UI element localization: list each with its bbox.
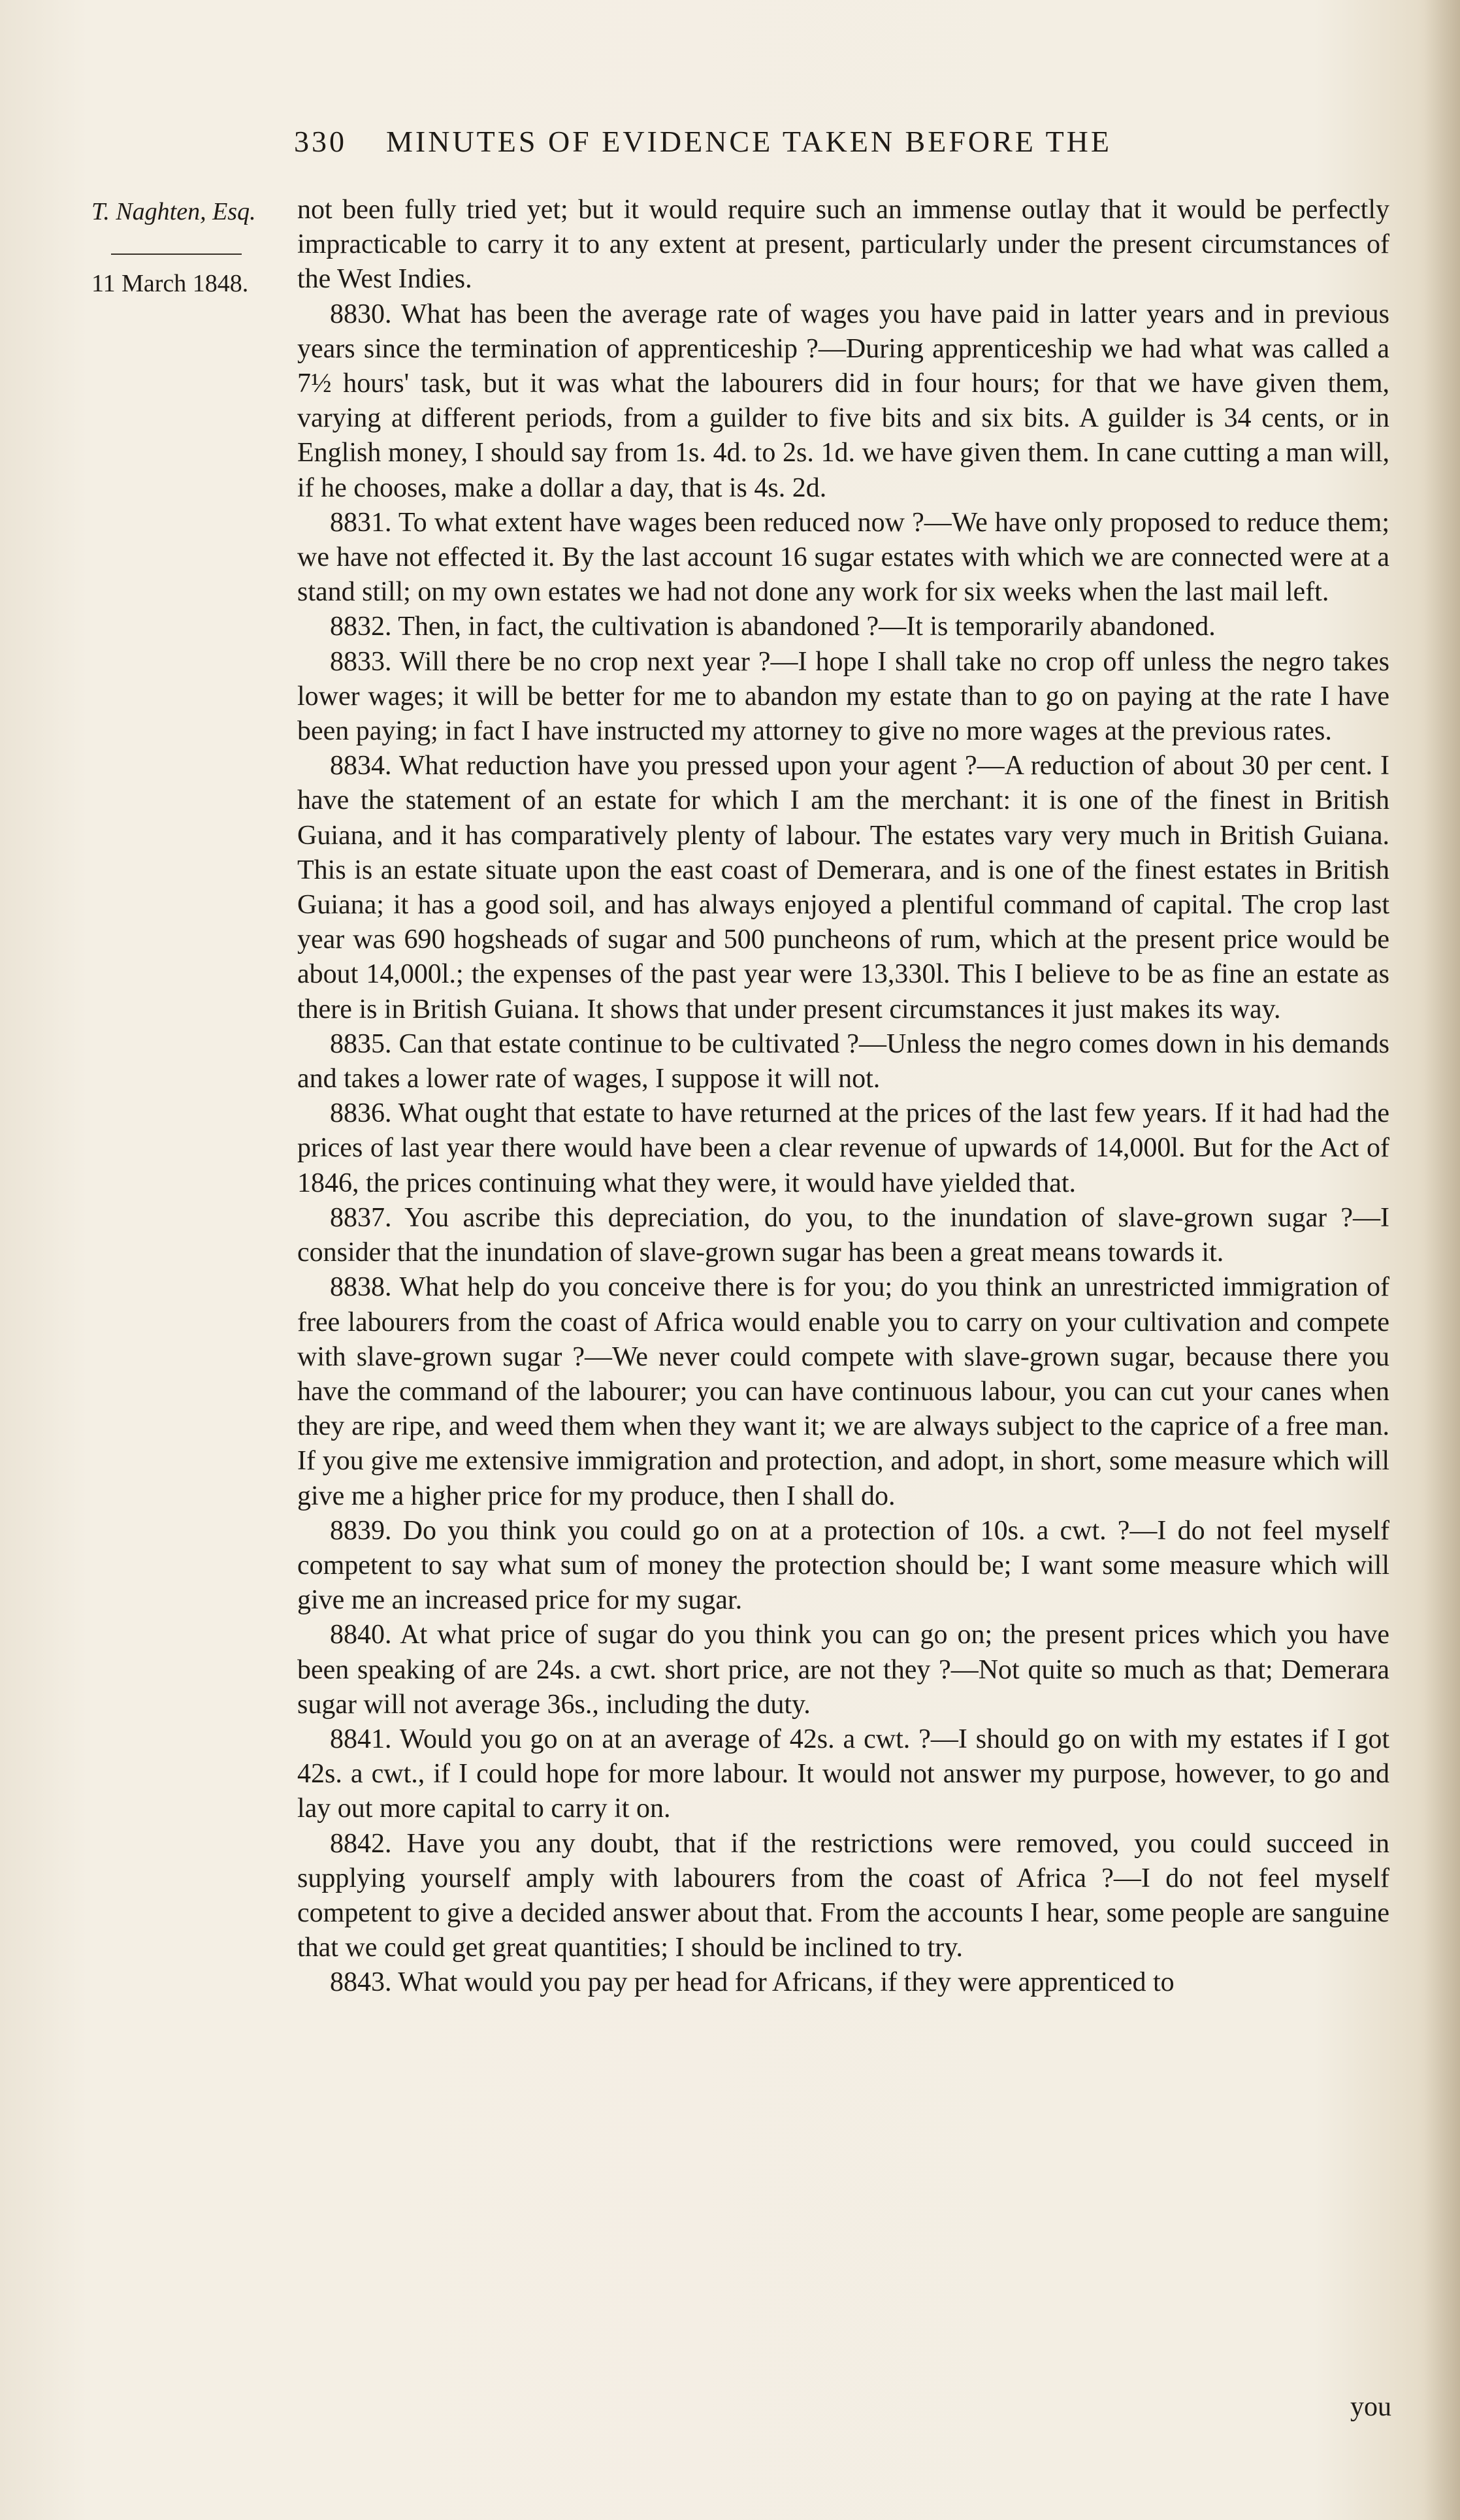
- question-8839: 8839. Do you think you could go on at a protection of 10s. a cwt. ?—I do not feel myself competent to say what sum of money the protection should be; I want some measure which will give me an increased price for my sugar.: [297, 1515, 1389, 1616]
- question-8830: 8830. What has been the average rate of wages you have paid in latter years and in previous years since the termination of apprenticeship ?—During apprenticeship we had what was called a 7½ hours' task, but it was what the labourers did in four hours; for that we have given them, varying at different periods, from a guilder to five bits and six bits. A guilder is 34 cents, or in English money, I should say from 1s. 4d. to 2s. 1d. we have given them. In cane cutting a man will, if he chooses, make a dollar a day, that is 4s. 2d.: [297, 299, 1389, 503]
- question-8835: 8835. Can that estate continue to be cultivated ?—Unless the negro comes down in his demands and takes a lower rate of wages, I suppose it will not.: [297, 1028, 1389, 1094]
- page-number: 330: [294, 125, 347, 158]
- margin-divider: [111, 254, 242, 255]
- question-8832: 8832. Then, in fact, the cultivation is abandoned ?—It is temporarily abandoned.: [330, 612, 1216, 642]
- question-8831: 8831. To what extent have wages been reduced now ?—We have only proposed to reduce them; we have not effected it. By the last account 16 sugar estates with which we are connected were at a stand still; on my own estates we had not done any work for six weeks when the last mail left.: [297, 507, 1389, 608]
- question-8833: 8833. Will there be no crop next year ?—I hope I shall take no crop off unless the negro takes lower wages; it will be better for me to abandon my estate than to go on paying at the rate I have been paying; in fact I have instructed my attorney to give no more wages at the previous rates.: [297, 646, 1389, 747]
- question-8841: 8841. Would you go on at an average of 42s. a cwt. ?—I should go on with my estates if I got 42s. a cwt., if I could hope for more labour. It would not answer my purpose, however, to go and lay out more capital to carry it on.: [297, 1724, 1389, 1824]
- margin-date: 11 March 1848.: [91, 270, 249, 297]
- question-8838: 8838. What help do you conceive there is for you; do you think an unrestricted immigration of free labourers from the coast of Africa would enable you to carry on your cultivation and compete with slave-grown sugar ?—We never could compete with slave-grown sugar, because there you have the command of the labourer; you can have continuous labour, you can cut your canes when they are ripe, and weed them when they want it; we are always subject to the caprice of a free man. If you give me extensive immigration and protection, and adopt, in short, some measure which will give me a higher price for my produce, then I shall do.: [297, 1272, 1389, 1511]
- running-header: [294, 124, 1261, 163]
- question-8836: 8836. What ought that estate to have returned at the prices of the last few years. If it had had the prices of last year there would have been a clear revenue of upwards of 14,000l. But for the Act of 1846, the prices continuing what they were, it would have yielded that.: [297, 1098, 1389, 1198]
- page-gutter-shadow: [1424, 0, 1460, 2520]
- catchword: you: [1350, 2392, 1391, 2422]
- margin-witness-name: T. Naghten, Esq.: [91, 198, 256, 225]
- question-8834: 8834. What reduction have you pressed upon your agent ?—A reduction of about 30 per cent. I have the statement of an estate for which I am the merchant: it is one of the finest in British Guiana, and it has comparatively plenty of labour. The estates vary very much in British Guiana. This is an estate situate upon the east coast of Demerara, and is one of the finest estates in British Guiana; it has a good soil, and has always enjoyed a plentiful command of capital. The crop last year was 690 hogsheads of sugar and 500 puncheons of rum, which at the present price would be about 14,000l.; the expenses of the past year were 13,330l. This I believe to be as fine an estate as there is in British Guiana. It shows that under present circumstances it just makes its way.: [297, 751, 1389, 1024]
- continued-answer: not been fully tried yet; but it would require such an immense outlay that it would be perfectly impracticable to carry it to any extent at present, particularly under the present circumstances of the West Indies.: [297, 195, 1389, 295]
- question-8840: 8840. At what price of sugar do you think you can go on; the present prices which you have been speaking of are 24s. a cwt. short price, are not they ?—Not quite so much as that; Demerara sugar will not average 36s., including the duty.: [297, 1620, 1389, 1720]
- question-8837: 8837. You ascribe this depreciation, do you, to the inundation of slave-grown sugar ?—I consider that the inundation of slave-grown sugar has been a great means towards it.: [297, 1202, 1389, 1268]
- question-8843: 8843. What would you pay per head for Africans, if they were apprenticed to: [330, 1967, 1175, 1998]
- evidence-body: [297, 193, 1389, 2440]
- question-8842: 8842. Have you any doubt, that if the restrictions were removed, you could succeed in supplying yourself amply with labourers from the coast of Africa ?—I do not feel myself competent to give a decided answer about that. From the accounts I hear, some people are sanguine that we could get great quantities; I should be inclined to try.: [297, 1828, 1389, 1963]
- running-title: MINUTES OF EVIDENCE TAKEN BEFORE THE: [386, 125, 1112, 158]
